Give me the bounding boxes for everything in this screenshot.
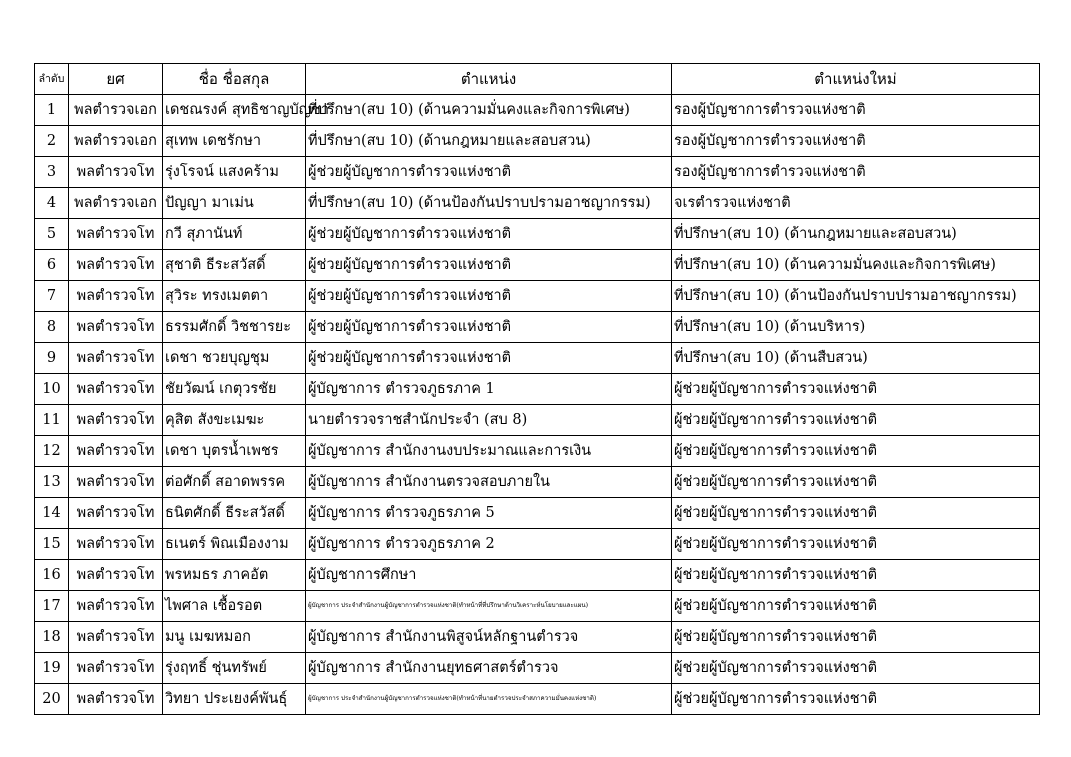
- cell-rank: พลตำรวจโท: [69, 157, 163, 188]
- table-header-row: [35, 64, 1040, 95]
- cell-name: ต่อศักดิ์ สอาดพรรค: [163, 467, 306, 498]
- cell-rank: พลตำรวจโท: [69, 343, 163, 374]
- cell-position: ที่ปรึกษา(สบ 10) (ด้านป้องกันปราบปรามอาชญากรรม): [306, 188, 672, 219]
- cell-rank: พลตำรวจโท: [69, 498, 163, 529]
- cell-rank: พลตำรวจโท: [69, 560, 163, 591]
- cell-rank: พลตำรวจโท: [69, 653, 163, 684]
- cell-no: 18: [35, 622, 69, 653]
- cell-new-position: ที่ปรึกษา(สบ 10) (ด้านสืบสวน): [672, 343, 1040, 374]
- table-row: [35, 374, 1040, 405]
- cell-position: ผู้ช่วยผู้บัญชาการตำรวจแห่งชาติ: [306, 281, 672, 312]
- cell-position: ผู้บัญชาการ สำนักงานยุทธศาสตร์ตำรวจ: [306, 653, 672, 684]
- cell-name: ปัญญา มาเม่น: [163, 188, 306, 219]
- cell-new-position: ที่ปรึกษา(สบ 10) (ด้านความมั่นคงและกิจการพิเศษ): [672, 250, 1040, 281]
- table-row: [35, 219, 1040, 250]
- cell-name: มนู เมฆหมอก: [163, 622, 306, 653]
- table-row: [35, 591, 1040, 622]
- table-row: [35, 405, 1040, 436]
- cell-position: ผู้บัญชาการ สำนักงานตรวจสอบภายใน: [306, 467, 672, 498]
- table-row: [35, 622, 1040, 653]
- cell-position: ผู้บัญชาการศึกษา: [306, 560, 672, 591]
- cell-position: ผู้บัญชาการ ตำรวจภูธรภาค 1: [306, 374, 672, 405]
- cell-position: ผู้บัญชาการ ประจำสำนักงานผู้บัญชาการตำรวจแห่งชาติ(ทำหน้าที่นายตำรวจประจำสภาความมั่นคงแห่งชาติ): [306, 684, 672, 715]
- cell-rank: พลตำรวจโท: [69, 312, 163, 343]
- cell-no: 20: [35, 684, 69, 715]
- table-row: [35, 126, 1040, 157]
- cell-name: กวี สุภานันท์: [163, 219, 306, 250]
- table-row: [35, 653, 1040, 684]
- cell-no: 1: [35, 95, 69, 126]
- cell-name: สุชาติ ธีระสวัสดิ์: [163, 250, 306, 281]
- cell-no: 13: [35, 467, 69, 498]
- cell-name: ธเนตร์ พิณเมืองงาม: [163, 529, 306, 560]
- cell-no: 3: [35, 157, 69, 188]
- cell-position: นายตำรวจราชสำนักประจำ (สบ 8): [306, 405, 672, 436]
- cell-new-position: ที่ปรึกษา(สบ 10) (ด้านบริหาร): [672, 312, 1040, 343]
- cell-rank: พลตำรวจเอก: [69, 188, 163, 219]
- cell-no: 8: [35, 312, 69, 343]
- cell-new-position: ผู้ช่วยผู้บัญชาการตำรวจแห่งชาติ: [672, 405, 1040, 436]
- cell-new-position: รองผู้บัญชาการตำรวจแห่งชาติ: [672, 126, 1040, 157]
- cell-no: 15: [35, 529, 69, 560]
- cell-new-position: ที่ปรึกษา(สบ 10) (ด้านป้องกันปราบปรามอาชญากรรม): [672, 281, 1040, 312]
- cell-rank: พลตำรวจโท: [69, 529, 163, 560]
- cell-no: 19: [35, 653, 69, 684]
- table-row: [35, 312, 1040, 343]
- cell-no: 17: [35, 591, 69, 622]
- cell-name: สุเทพ เดชรักษา: [163, 126, 306, 157]
- cell-position: ผู้บัญชาการ ตำรวจภูธรภาค 2: [306, 529, 672, 560]
- cell-name: คุสิต สังขะเมฆะ: [163, 405, 306, 436]
- table-body: [35, 95, 1040, 715]
- appointment-table: [34, 63, 1040, 715]
- cell-no: 5: [35, 219, 69, 250]
- header-position: ตำแหน่ง: [306, 64, 672, 95]
- table-row: [35, 529, 1040, 560]
- table-row: [35, 281, 1040, 312]
- table-row: [35, 560, 1040, 591]
- cell-new-position: ผู้ช่วยผู้บัญชาการตำรวจแห่งชาติ: [672, 684, 1040, 715]
- cell-position: ผู้บัญชาการ สำนักงานงบประมาณและการเงิน: [306, 436, 672, 467]
- cell-name: พรหมธร ภาคอัต: [163, 560, 306, 591]
- cell-name: รุ่งฤทธิ์ ชุ่นทรัพย์: [163, 653, 306, 684]
- cell-new-position: จเรตำรวจแห่งชาติ: [672, 188, 1040, 219]
- cell-no: 9: [35, 343, 69, 374]
- cell-new-position: ผู้ช่วยผู้บัญชาการตำรวจแห่งชาติ: [672, 467, 1040, 498]
- cell-name: ชัยวัฒน์ เกตุวรชัย: [163, 374, 306, 405]
- cell-position: ผู้ช่วยผู้บัญชาการตำรวจแห่งชาติ: [306, 157, 672, 188]
- cell-rank: พลตำรวจโท: [69, 436, 163, 467]
- table-row: [35, 436, 1040, 467]
- cell-no: 14: [35, 498, 69, 529]
- cell-rank: พลตำรวจโท: [69, 467, 163, 498]
- cell-no: 7: [35, 281, 69, 312]
- cell-no: 2: [35, 126, 69, 157]
- cell-rank: พลตำรวจโท: [69, 250, 163, 281]
- cell-position: ผู้ช่วยผู้บัญชาการตำรวจแห่งชาติ: [306, 219, 672, 250]
- cell-name: ธรรมศักดิ์ วิชชารยะ: [163, 312, 306, 343]
- table-row: [35, 467, 1040, 498]
- cell-position: ผู้ช่วยผู้บัญชาการตำรวจแห่งชาติ: [306, 343, 672, 374]
- cell-no: 16: [35, 560, 69, 591]
- cell-name: วิทยา ประเยงค์พันธุ์: [163, 684, 306, 715]
- table-row: [35, 684, 1040, 715]
- header-rank: ยศ: [69, 64, 163, 95]
- cell-no: 10: [35, 374, 69, 405]
- table-row: [35, 95, 1040, 126]
- cell-rank: พลตำรวจเอก: [69, 126, 163, 157]
- cell-name: สุวิระ ทรงเมตตา: [163, 281, 306, 312]
- cell-name: ธนิตศักดิ์ ธีระสวัสดิ์: [163, 498, 306, 529]
- table-row: [35, 157, 1040, 188]
- cell-name: เดชา บุตรน้ำเพชร: [163, 436, 306, 467]
- appointment-table-container: [34, 63, 1040, 715]
- cell-new-position: ผู้ช่วยผู้บัญชาการตำรวจแห่งชาติ: [672, 560, 1040, 591]
- cell-rank: พลตำรวจโท: [69, 405, 163, 436]
- cell-position: ผู้บัญชาการ ตำรวจภูธรภาค 5: [306, 498, 672, 529]
- cell-new-position: ที่ปรึกษา(สบ 10) (ด้านกฎหมายและสอบสวน): [672, 219, 1040, 250]
- cell-no: 12: [35, 436, 69, 467]
- table-row: [35, 188, 1040, 219]
- cell-new-position: ผู้ช่วยผู้บัญชาการตำรวจแห่งชาติ: [672, 529, 1040, 560]
- cell-rank: พลตำรวจโท: [69, 591, 163, 622]
- cell-position: ผู้บัญชาการ ประจำสำนักงานผู้บัญชาการตำรวจแห่งชาติ(ทำหน้าที่ที่ปรึกษาด้านวิเคราะห์นโยบายและแผน): [306, 591, 672, 622]
- cell-rank: พลตำรวจโท: [69, 281, 163, 312]
- header-name: ชื่อ ชื่อสกุล: [163, 64, 306, 95]
- cell-new-position: ผู้ช่วยผู้บัญชาการตำรวจแห่งชาติ: [672, 591, 1040, 622]
- cell-rank: พลตำรวจโท: [69, 219, 163, 250]
- cell-new-position: ผู้ช่วยผู้บัญชาการตำรวจแห่งชาติ: [672, 622, 1040, 653]
- cell-name: เดชา ชวยบุญชุม: [163, 343, 306, 374]
- cell-position: ผู้ช่วยผู้บัญชาการตำรวจแห่งชาติ: [306, 250, 672, 281]
- table-row: [35, 343, 1040, 374]
- cell-position: ผู้บัญชาการ สำนักงานพิสูจน์หลักฐานตำรวจ: [306, 622, 672, 653]
- cell-new-position: ผู้ช่วยผู้บัญชาการตำรวจแห่งชาติ: [672, 374, 1040, 405]
- cell-name: ไพศาล เชื้อรอต: [163, 591, 306, 622]
- cell-rank: พลตำรวจโท: [69, 374, 163, 405]
- cell-position: ที่ปรึกษา(สบ 10) (ด้านกฎหมายและสอบสวน): [306, 126, 672, 157]
- cell-new-position: ผู้ช่วยผู้บัญชาการตำรวจแห่งชาติ: [672, 498, 1040, 529]
- cell-no: 11: [35, 405, 69, 436]
- cell-position: ผู้ช่วยผู้บัญชาการตำรวจแห่งชาติ: [306, 312, 672, 343]
- header-no: ลำดับ: [35, 64, 69, 95]
- table-row: [35, 250, 1040, 281]
- cell-name: รุ่งโรจน์ แสงคร้าม: [163, 157, 306, 188]
- cell-rank: พลตำรวจโท: [69, 622, 163, 653]
- cell-new-position: ผู้ช่วยผู้บัญชาการตำรวจแห่งชาติ: [672, 653, 1040, 684]
- cell-new-position: ผู้ช่วยผู้บัญชาการตำรวจแห่งชาติ: [672, 436, 1040, 467]
- table-row: [35, 498, 1040, 529]
- cell-rank: พลตำรวจโท: [69, 684, 163, 715]
- cell-position: ที่ปรึกษา(สบ 10) (ด้านความมั่นคงและกิจการพิเศษ): [306, 95, 672, 126]
- cell-name: เดชณรงค์ สุทธิชาญบัญชา: [163, 95, 306, 126]
- cell-new-position: รองผู้บัญชาการตำรวจแห่งชาติ: [672, 157, 1040, 188]
- cell-new-position: รองผู้บัญชาการตำรวจแห่งชาติ: [672, 95, 1040, 126]
- header-new-position: ตำแหน่งใหม่: [672, 64, 1040, 95]
- cell-no: 6: [35, 250, 69, 281]
- cell-no: 4: [35, 188, 69, 219]
- cell-rank: พลตำรวจเอก: [69, 95, 163, 126]
